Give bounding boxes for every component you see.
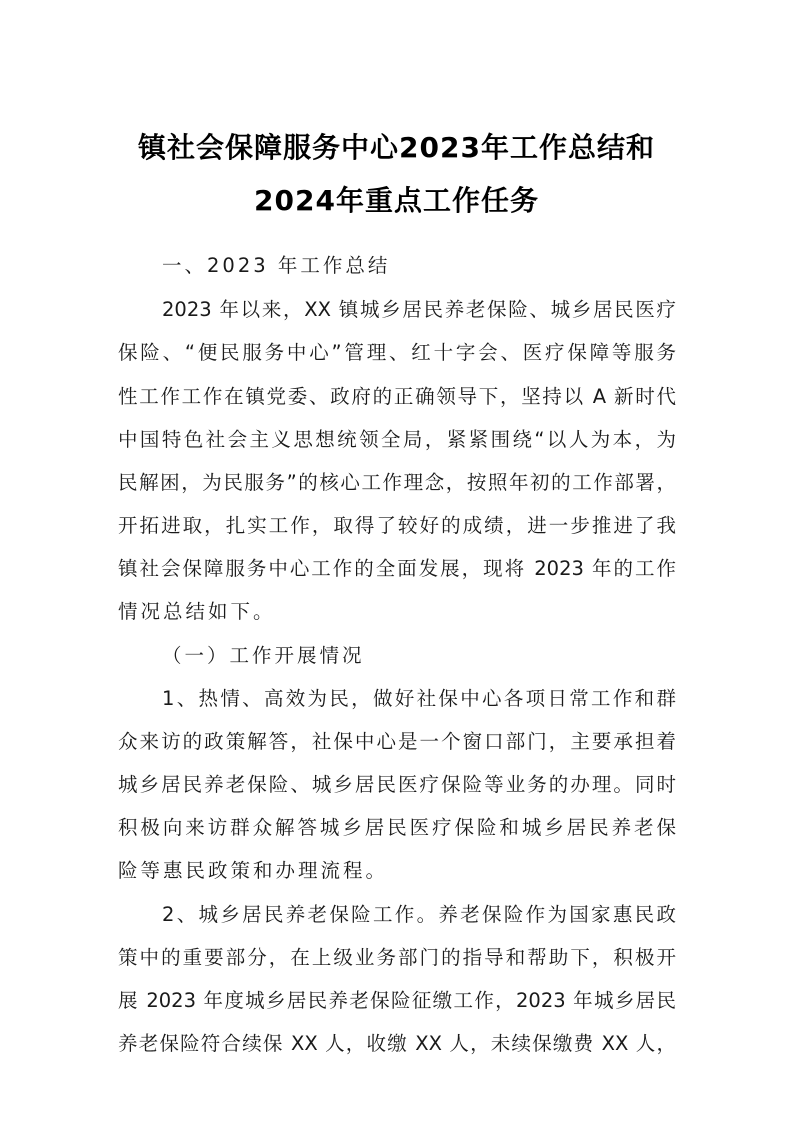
paragraph-line: 众来访的政策解答，社保中心是一个窗口部门，主要承担着: [118, 730, 676, 753]
paragraph-line: 2023 年以来，XX 镇城乡居民养老保险、城乡居民医疗: [162, 298, 676, 321]
paragraph-line: 城乡居民养老保险、城乡居民医疗保险等业务的办理。同时: [118, 773, 676, 796]
paragraph-line: 展 2023 年度城乡居民养老保险征缴工作，2023 年城乡居民: [118, 989, 676, 1012]
paragraph-line: 中国特色社会主义思想统领全局，紧紧围绕“以人为本，为: [118, 428, 676, 451]
paragraph-line: 养老保险符合续保 XX 人，收缴 XX 人，未续保缴费 XX 人，: [118, 1032, 676, 1055]
paragraph-line: 保险、“便民服务中心”管理、红十字会、医疗保障等服务: [118, 341, 676, 364]
section-heading: 一、2023 年工作总结: [162, 254, 391, 277]
paragraph-line: 民解困，为民服务”的核心工作理念，按照年初的工作部署，: [118, 471, 676, 494]
document-title-line-1: 镇社会保障服务中心2023年工作总结和: [138, 131, 655, 164]
paragraph-line: 2、城乡居民养老保险工作。养老保险作为国家惠民政: [162, 903, 676, 926]
paragraph-line: 积极向来访群众解答城乡居民医疗保险和城乡居民养老保: [118, 816, 676, 839]
paragraph-line: 镇社会保障服务中心工作的全面发展，现将 2023 年的工作: [118, 557, 676, 580]
paragraph-line: 策中的重要部分，在上级业务部门的指导和帮助下，积极开: [118, 946, 676, 969]
paragraph-line: 1、热情、高效为民，做好社保中心各项日常工作和群: [162, 687, 676, 710]
paragraph-line: 开拓进取，扎实工作，取得了较好的成绩，进一步推进了我: [118, 514, 676, 537]
paragraph-line: 性工作工作在镇党委、政府的正确领导下，坚持以 A 新时代: [118, 385, 676, 408]
paragraph-line: 情况总结如下。: [118, 600, 276, 623]
subsection-heading: （一）工作开展情况: [162, 644, 365, 667]
document-title-line-2: 2024年重点工作任务: [254, 184, 539, 217]
paragraph-line: 险等惠民政策和办理流程。: [118, 859, 389, 882]
